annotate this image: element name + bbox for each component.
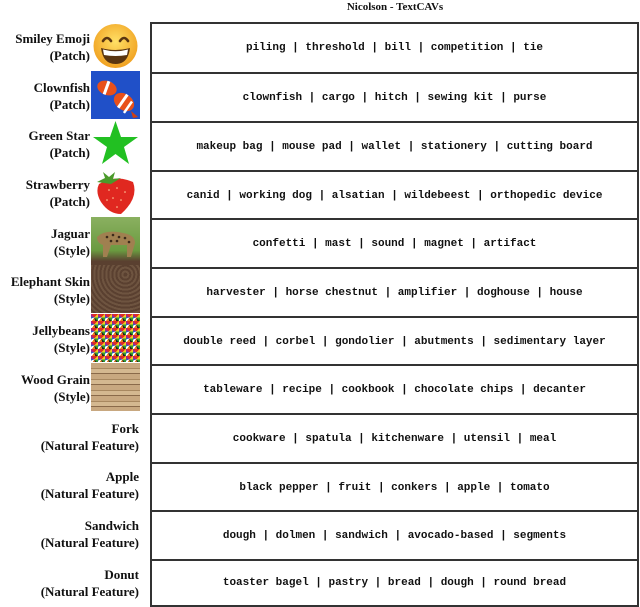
table-row: double reed | corbel | gondolier | abutments | sedimentary layer [152, 316, 637, 365]
label-name: Jaguar [51, 225, 90, 241]
label-type: (Natural Feature) [40, 485, 139, 501]
label-type: (Patch) [49, 96, 90, 112]
label-name: Fork [111, 420, 139, 436]
row-label [0, 558, 139, 607]
label-type: (Natural Feature) [40, 583, 139, 599]
row-label [0, 314, 90, 363]
row-label [0, 363, 90, 412]
label-name: Elephant Skin [10, 273, 90, 289]
label-name: Green Star [28, 127, 90, 143]
label-type: (Style) [53, 388, 90, 404]
label-name: Sandwich [84, 517, 139, 533]
label-name: Clownfish [33, 79, 90, 95]
green-star-image [91, 119, 140, 167]
strawberry-image [91, 168, 140, 216]
jellybeans-image [91, 314, 140, 362]
table-row: dough | dolmen | sandwich | avocado-based | segments [152, 510, 637, 559]
smiley-emoji-image [91, 22, 140, 70]
table-row: canid | working dog | alsatian | wildebeest | orthopedic device [152, 170, 637, 219]
wood-grain-image [91, 363, 140, 411]
concept-table [150, 22, 639, 607]
label-type: (Style) [53, 242, 90, 258]
row-label [0, 509, 139, 558]
table-row: toaster bagel | pastry | bread | dough | round bread [152, 559, 637, 605]
row-label [0, 217, 90, 266]
table-row: tableware | recipe | cookbook | chocolate chips | decanter [152, 364, 637, 413]
row-label [0, 168, 90, 217]
label-name: Smiley Emoji [15, 30, 90, 46]
label-type: (Style) [53, 290, 90, 306]
table-title: Nicolson - TextCAVs [346, 1, 444, 13]
table-row: black pepper | fruit | conkers | apple | tomato [152, 462, 637, 511]
row-labels [0, 22, 139, 607]
table-row: harvester | horse chestnut | amplifier | doghouse | house [152, 267, 637, 316]
label-type: (Patch) [49, 193, 90, 209]
table-row: makeup bag | mouse pad | wallet | stationery | cutting board [152, 121, 637, 170]
label-type: (Patch) [49, 144, 90, 160]
row-label [0, 265, 90, 314]
row-label [0, 22, 90, 71]
label-name: Donut [104, 566, 139, 582]
table-row: confetti | mast | sound | magnet | artifact [152, 218, 637, 267]
label-name: Strawberry [25, 176, 90, 192]
jaguar-image [91, 217, 140, 265]
row-label [0, 71, 90, 120]
label-type: (Natural Feature) [40, 437, 139, 453]
label-type: (Patch) [49, 47, 90, 63]
label-type: (Style) [53, 339, 90, 355]
clownfish-image [91, 71, 140, 119]
table-row: clownfish | cargo | hitch | sewing kit | purse [152, 72, 637, 121]
table-row: cookware | spatula | kitchenware | utensil | meal [152, 413, 637, 462]
label-type: (Natural Feature) [40, 534, 139, 550]
label-name: Apple [105, 468, 139, 484]
row-label [0, 412, 139, 461]
row-label [0, 460, 139, 509]
table-row: piling | threshold | bill | competition | tie [245, 42, 544, 54]
label-name: Wood Grain [21, 371, 90, 387]
elephant-skin-image [91, 265, 140, 313]
label-name: Jellybeans [32, 322, 90, 338]
row-label [0, 119, 90, 168]
